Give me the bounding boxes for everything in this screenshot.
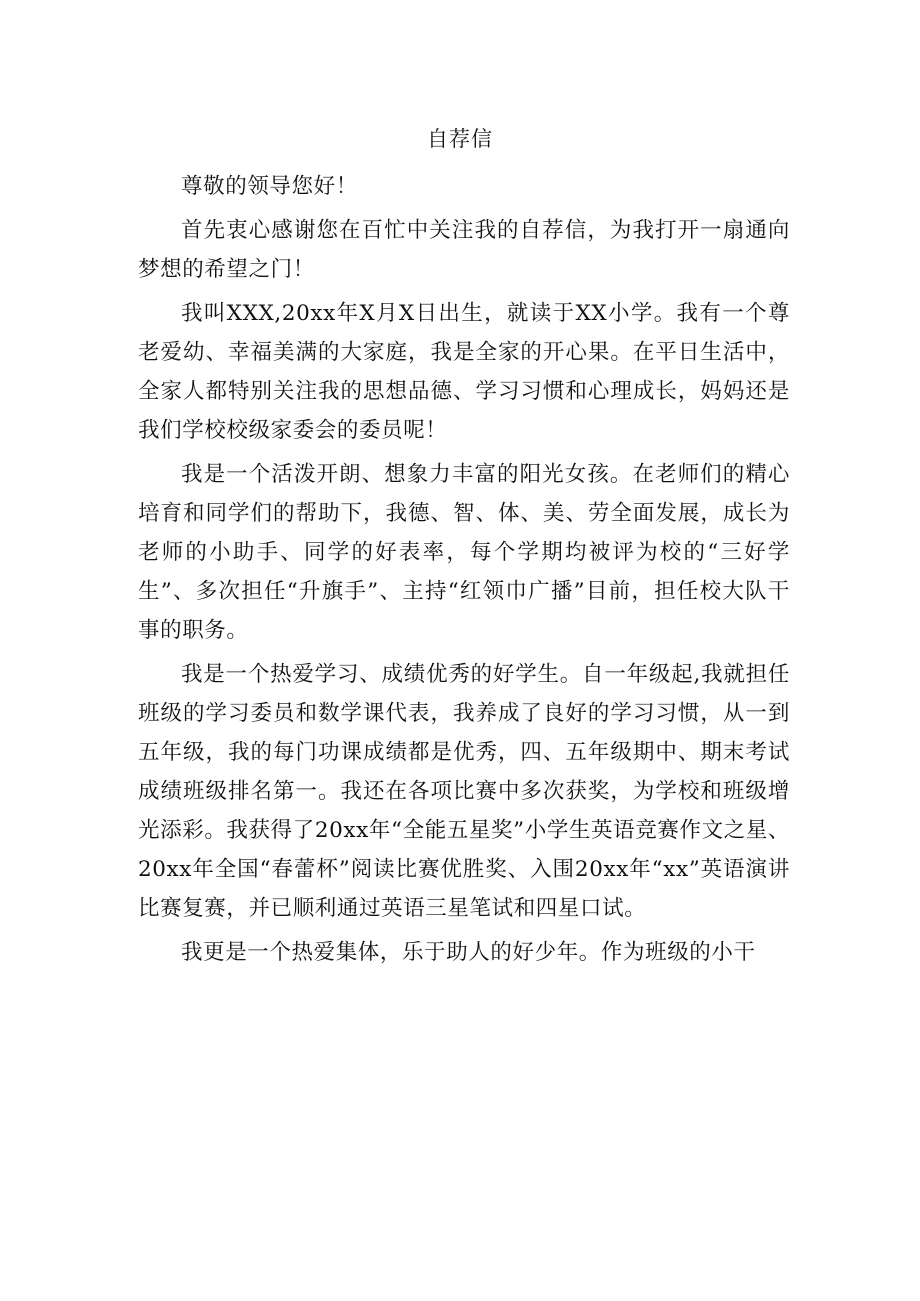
paragraph-personality: 我是一个活泼开朗、想象力丰富的阳光女孩。在老师们的精心培育和同学们的帮助下，我德、智、体、美、劳全面发展，成长为老师的小助手、同学的好表率，每个学期均被评为校的“三好学生”、多次担任“升旗手”、主持“红领巾广播”目前，担任校大队干事的职务。 bbox=[138, 462, 790, 643]
paragraph-collective: 我更是一个热爱集体，乐于助人的好少年。作为班级的小干 bbox=[181, 940, 756, 965]
document-title: 自荐信 bbox=[427, 127, 493, 151]
document-body bbox=[138, 167, 790, 977]
paragraph-family: 我叫XXX,20xx年X月X日出生，就读于XX小学。我有一个尊老爱幼、幸福美满的大家庭，我是全家的开心果。在平日生活中，全家人都特别关注我的思想品德、学习习惯和心理成长，妈妈还是我们学校校级家委会的委员呢！ bbox=[138, 301, 790, 443]
salutation: 尊敬的领导您好！ bbox=[181, 174, 358, 199]
paragraph-gratitude: 首先衷心感谢您在百忙中关注我的自荐信，为我打开一扇通向梦想的希望之门！ bbox=[138, 218, 790, 282]
paragraph-academics: 我是一个热爱学习、成绩优秀的好学生。自一年级起,我就担任班级的学习委员和数学课代表，我养成了良好的学习习惯，从一到五年级，我的每门功课成绩都是优秀，四、五年级期中、期末考试成绩班级排名第一。我还在各项比赛中多次获奖，为学校和班级增光添彩。我获得了20xx年“全能五星奖”小学生英语竞赛作文之星、20xx年全国“春蕾杯”阅读比赛优胜奖、入围20xx年“xx”英语演讲比赛复赛，并已顺利通过英语三星笔试和四星口试。 bbox=[138, 662, 790, 921]
